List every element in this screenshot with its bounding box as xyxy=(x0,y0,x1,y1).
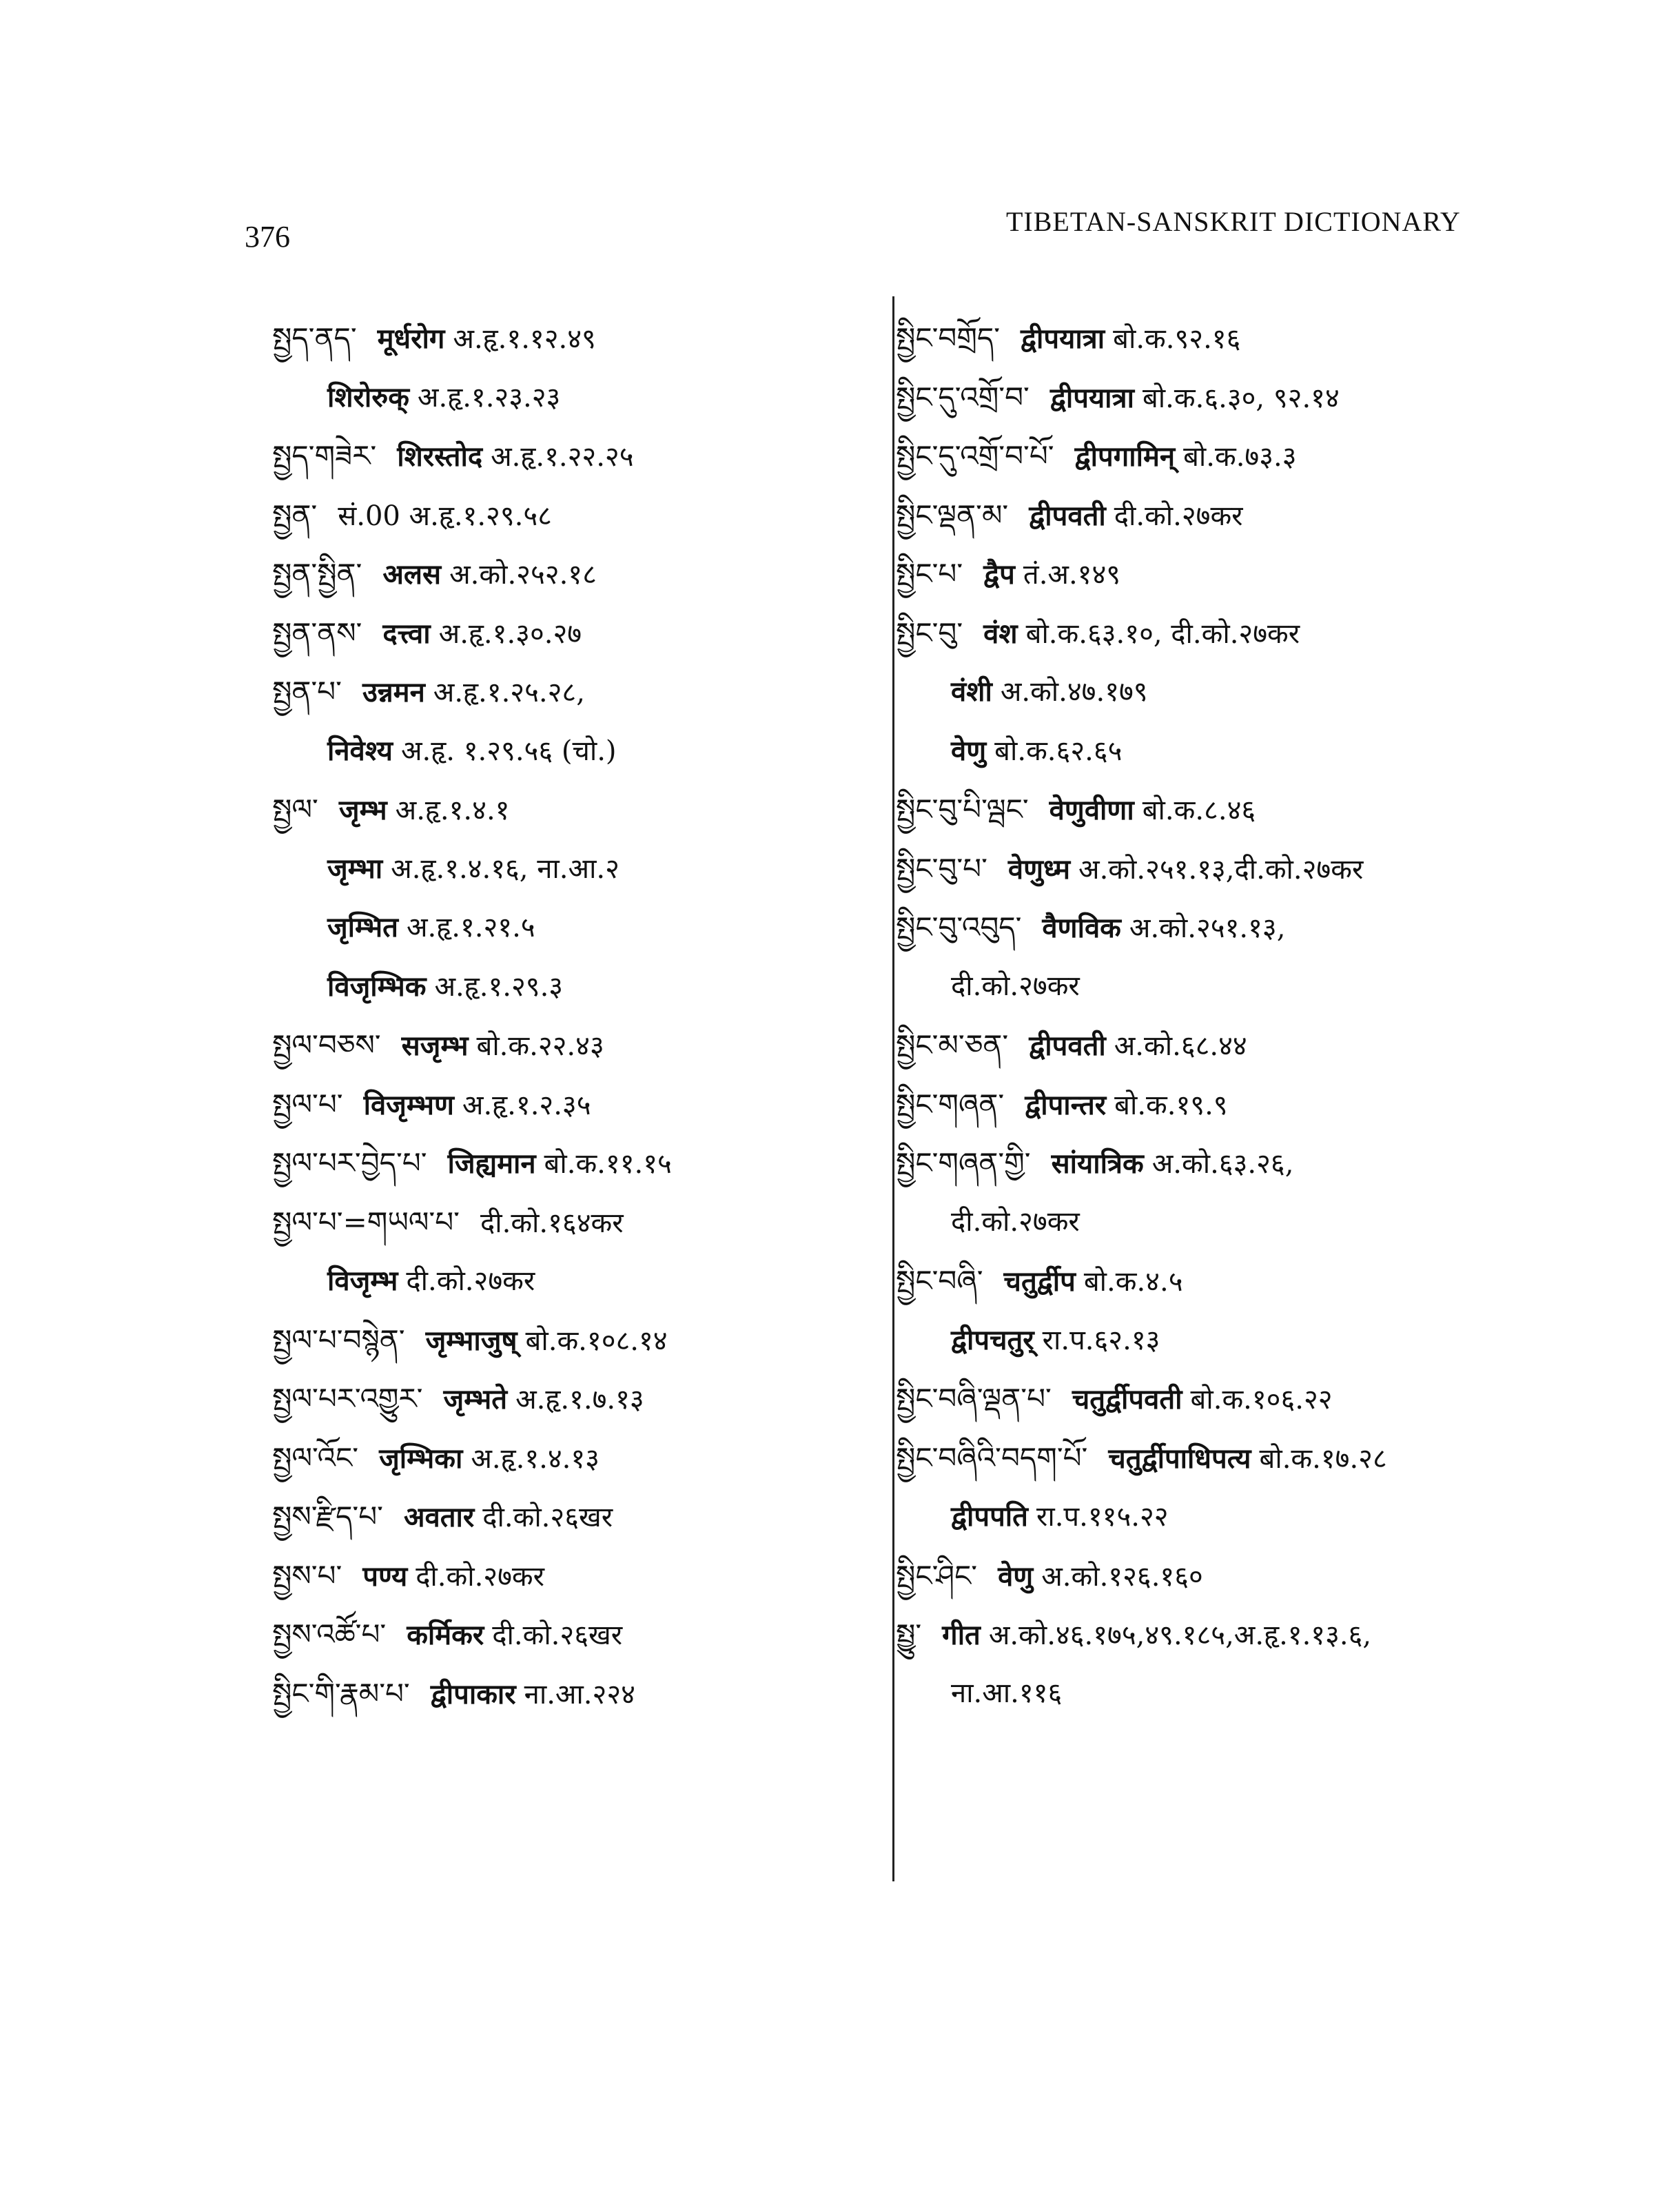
sanskrit-equivalent: उन्नमन xyxy=(362,676,425,708)
source-reference: ना.आ.११६ xyxy=(951,1677,1063,1709)
tibetan-headword: སྤྱལ་འོང་ xyxy=(272,1440,359,1475)
sanskrit-equivalent: द्वीपान्तर xyxy=(1025,1088,1107,1121)
tibetan-headword: སྤྱིང་བུ་འབུད་ xyxy=(896,910,1022,944)
source-reference: बो.क.१०६.२२ xyxy=(1190,1384,1333,1416)
tibetan-headword: སྤྱན་པ་ xyxy=(272,675,342,708)
dictionary-entry xyxy=(272,544,865,604)
sanskrit-equivalent: अलस xyxy=(382,558,442,591)
dictionary-entry xyxy=(896,722,1530,781)
source-reference: बो.क.६२.६५ xyxy=(994,735,1123,767)
dictionary-entry xyxy=(272,1251,865,1311)
dictionary-entry xyxy=(896,898,1530,957)
source-reference: बो.क.९२.१६ xyxy=(1113,323,1241,355)
tibetan-headword: སྤྱིང་བགྲོད་ xyxy=(896,321,1001,355)
dictionary-entry xyxy=(272,309,865,368)
source-reference: अ.हृ.१.३०.२७ xyxy=(438,617,582,650)
sanskrit-equivalent: वेणुध्म xyxy=(1007,852,1071,886)
dictionary-entry xyxy=(272,1134,865,1193)
sanskrit-equivalent: पण्य xyxy=(362,1560,408,1593)
source-reference: दी.को.२६खर xyxy=(482,1502,613,1533)
dictionary-entry xyxy=(896,604,1530,663)
tibetan-headword: སྤྱིང་པ་ xyxy=(896,557,963,591)
source-reference: रा.प.११५.२२ xyxy=(1036,1501,1169,1533)
source-reference: बो.क.४.५ xyxy=(1083,1266,1183,1298)
source-reference: अ.को.४६.१७५,४९.१८५,अ.हृ.१.१३.६, xyxy=(988,1619,1372,1651)
tibetan-headword: སྤྱལ་པར་བྱེད་པ་ xyxy=(272,1146,427,1180)
source-reference: दी.को.२७कर xyxy=(951,970,1080,1002)
dictionary-entry xyxy=(272,1075,865,1134)
tibetan-headword: སྤྱལ་པ་=གཡལ་པ་ xyxy=(272,1205,460,1239)
source-reference: अ.हृ.१.४.१६, ना.आ.२ xyxy=(391,852,619,885)
sanskrit-equivalent: वंश xyxy=(983,617,1018,650)
tibetan-headword: སྤྱལ་བཅས་ xyxy=(272,1028,381,1062)
dictionary-entry xyxy=(896,662,1530,722)
source-reference: दी.को.२७कर xyxy=(416,1560,544,1593)
source-reference: बो.क.७३.३ xyxy=(1183,441,1297,473)
source-reference: दी.को.२७कर xyxy=(951,1205,1080,1238)
dictionary-entry xyxy=(896,839,1530,899)
tibetan-headword: སྤྱིང་གི་རྣམ་པ་ xyxy=(272,1676,410,1710)
source-reference: दी.को.२७कर xyxy=(406,1265,535,1297)
dictionary-entry xyxy=(896,1193,1530,1252)
sanskrit-equivalent: कर्मिकर xyxy=(407,1619,484,1651)
sanskrit-equivalent: जिह्यमान xyxy=(447,1147,536,1180)
source-reference: अ.को.६३.२६, xyxy=(1151,1148,1294,1180)
sanskrit-equivalent: विजृम्भिक xyxy=(327,970,427,1003)
dictionary-entry xyxy=(896,368,1530,427)
sanskrit-equivalent: जृम्भा xyxy=(327,852,383,885)
dictionary-entry xyxy=(896,1429,1530,1488)
dictionary-entry xyxy=(272,898,865,957)
source-reference: बो.क.६३.१०, दी.को.२७कर xyxy=(1025,617,1300,650)
source-reference: अ.हृ.१.१२.४९ xyxy=(453,323,596,355)
dictionary-entry xyxy=(896,1487,1530,1546)
sanskrit-equivalent: जृम्भिका xyxy=(379,1442,463,1475)
sanskrit-equivalent: द्वीपपति xyxy=(951,1500,1028,1533)
tibetan-headword: སྤྱིང་བཞི་ལྡན་པ་ xyxy=(896,1382,1052,1416)
dictionary-entry xyxy=(272,1369,865,1429)
dictionary-entry xyxy=(896,1605,1530,1664)
tibetan-headword: སྤྱིང་བུ་ xyxy=(896,615,963,650)
dictionary-entry xyxy=(896,1311,1530,1370)
tibetan-headword: སྤྱད་གཟེར་ xyxy=(272,439,377,473)
source-reference: अ.हृ.१.७.१३ xyxy=(515,1384,644,1416)
dictionary-entry xyxy=(272,486,865,545)
source-reference: तं.अ.१४९ xyxy=(1023,559,1121,591)
page-number: 376 xyxy=(245,220,290,254)
source-reference: बो.क.१७.२८ xyxy=(1259,1442,1387,1475)
source-reference: अ.हृ.१.४.१३ xyxy=(471,1442,600,1475)
sanskrit-equivalent: द्वीपयात्रा xyxy=(1021,323,1105,355)
sanskrit-equivalent: चतुर्द्वीपवती xyxy=(1072,1383,1182,1416)
sanskrit-equivalent: चतुर्द्वीप xyxy=(1003,1265,1076,1298)
dictionary-entry xyxy=(272,1664,865,1724)
source-reference: दी.को.१६४कर xyxy=(480,1207,624,1239)
source-reference: अ.को.६८.४४ xyxy=(1114,1030,1247,1062)
dictionary-entry xyxy=(896,486,1530,545)
sanskrit-equivalent: जृम्भ xyxy=(338,794,387,826)
source-reference: अ.को.४७.१७९ xyxy=(1000,676,1148,708)
sanskrit-equivalent: द्वीपवती xyxy=(1029,1030,1106,1062)
source-reference: रा.प.६२.१३ xyxy=(1042,1324,1160,1356)
dictionary-entry xyxy=(896,1075,1530,1134)
tibetan-headword: སྤྱས་རྫིད་པ་ xyxy=(272,1500,383,1533)
source-reference: अ.हृ.१.४.१ xyxy=(395,795,510,826)
sanskrit-equivalent: जृम्भाजुष् xyxy=(425,1324,518,1357)
dictionary-entry xyxy=(896,544,1530,604)
tibetan-headword: སྤྱན་སྤྱིན་ xyxy=(272,557,362,591)
dictionary-entry xyxy=(896,309,1530,368)
source-reference: सं.00 अ.हृ.१.२९.५८ xyxy=(338,500,552,532)
sanskrit-equivalent: सांयात्रिक xyxy=(1051,1147,1144,1180)
source-reference: अ.हृ.१.२९.३ xyxy=(434,970,564,1003)
tibetan-headword: སྤྱིང་བུ་པི་ལྦང་ xyxy=(896,793,1029,826)
dictionary-entry xyxy=(272,1487,865,1546)
source-reference: दी.को.२६खर xyxy=(492,1619,623,1651)
tibetan-headword: སྤྱིང་གཞན་གྱི་ xyxy=(896,1146,1031,1180)
tibetan-headword: སྤྱིང་ལྡན་མ་ xyxy=(896,498,1009,532)
tibetan-headword: སྤྱིང་དུ་འགྲོ་བ་པོ་ xyxy=(896,439,1054,473)
source-reference: बो.क.१९.९ xyxy=(1114,1089,1228,1121)
tibetan-headword: སྤྱལ་པར་འགྱུར་ xyxy=(272,1382,423,1416)
source-reference: अ.हृ.१.२५.२८, xyxy=(433,677,585,708)
dictionary-entry xyxy=(896,957,1530,1016)
sanskrit-equivalent: द्वीपयात्रा xyxy=(1049,381,1134,414)
sanskrit-equivalent: विजृम्भण xyxy=(363,1088,454,1121)
dictionary-entry xyxy=(272,1546,865,1606)
dictionary-entry xyxy=(272,604,865,663)
dictionary-entry xyxy=(272,1193,865,1252)
dictionary-entry xyxy=(896,1016,1530,1075)
source-reference: अ.हृ.१.२३.२३ xyxy=(417,381,561,413)
sanskrit-equivalent: अवतार xyxy=(403,1501,475,1533)
source-reference: ना.आ.२२४ xyxy=(524,1678,635,1710)
source-reference: बो.क.११.१५ xyxy=(544,1148,672,1180)
column-divider xyxy=(892,296,894,1881)
sanskrit-equivalent: द्वैप xyxy=(983,558,1015,591)
tibetan-headword: སྤྱལ་པ་ xyxy=(272,1087,343,1121)
left-column xyxy=(272,309,865,1723)
tibetan-headword: སྤྱལ་པ་བསྙེན་ xyxy=(272,1322,405,1357)
source-reference: अ.को.२५१.१३, xyxy=(1129,912,1286,944)
source-reference: बो.क.८.४६ xyxy=(1142,795,1256,826)
source-reference: अ.हृ.१.२१.५ xyxy=(406,912,535,943)
running-head: TIBETAN-SANSKRIT DICTIONARY xyxy=(1006,206,1461,237)
source-reference: अ.को.२५१.१३,दी.को.२७कर xyxy=(1078,853,1364,886)
source-reference: बो.क.६.३०, ९२.१४ xyxy=(1142,382,1340,414)
dictionary-entry xyxy=(272,722,865,781)
dictionary-entry xyxy=(896,1546,1530,1606)
tibetan-headword: སྤྱིང་དུ་འགྲོ་བ་ xyxy=(896,380,1029,414)
source-reference: बो.क.२२.४३ xyxy=(476,1030,604,1062)
sanskrit-equivalent: दत्त्वा xyxy=(382,617,431,650)
dictionary-entry xyxy=(272,1016,865,1075)
dictionary-entry xyxy=(272,780,865,839)
dictionary-entry xyxy=(272,368,865,427)
sanskrit-equivalent: वंशी xyxy=(951,675,992,708)
tibetan-headword: སྤྱིང་བུ་པ་ xyxy=(896,851,987,886)
sanskrit-equivalent: निवेश्य xyxy=(327,734,393,767)
tibetan-headword: སྤྱུ་ xyxy=(896,1617,922,1651)
sanskrit-equivalent: द्वीपवती xyxy=(1029,499,1106,532)
dictionary-entry xyxy=(896,1251,1530,1311)
sanskrit-equivalent: सजृम्भ xyxy=(401,1030,469,1062)
sanskrit-equivalent: चतुर्द्वीपाधिपत्य xyxy=(1108,1442,1251,1475)
tibetan-headword: སྤྱིང་ཤིང་ xyxy=(896,1558,978,1593)
source-reference: दी.को.२७कर xyxy=(1114,500,1243,532)
tibetan-headword: སྤྱིང་བཞི་ xyxy=(896,1264,983,1298)
source-reference: अ.हृ. १.२९.५६ (चो.) xyxy=(401,735,617,767)
dictionary-entry xyxy=(896,1369,1530,1429)
sanskrit-equivalent: द्वीपगामिन् xyxy=(1074,440,1176,473)
tibetan-headword: སྤྱལ་ xyxy=(272,793,318,826)
dictionary-entry xyxy=(896,1134,1530,1193)
source-reference: अ.को.१२६.१६० xyxy=(1041,1560,1203,1593)
sanskrit-equivalent: वेणु xyxy=(998,1560,1034,1593)
source-reference: अ.हृ.१.२.३५ xyxy=(462,1089,591,1121)
dictionary-entry xyxy=(272,957,865,1016)
dictionary-entry xyxy=(272,1429,865,1488)
source-reference: अ.हृ.१.२२.२५ xyxy=(491,441,634,473)
sanskrit-equivalent: द्वीपचतुर् xyxy=(951,1323,1034,1356)
tibetan-headword: སྤྱན་ xyxy=(272,498,318,532)
dictionary-entry xyxy=(896,427,1530,486)
dictionary-entry xyxy=(272,427,865,486)
tibetan-headword: སྤྱད་ནད་ xyxy=(272,321,357,355)
sanskrit-equivalent: गीत xyxy=(942,1619,981,1651)
tibetan-headword: སྤྱིང་གཞན་ xyxy=(896,1087,1005,1121)
tibetan-headword: སྤྱིང་བཞིའི་བདག་པོ་ xyxy=(896,1440,1088,1475)
dictionary-entry xyxy=(272,662,865,722)
sanskrit-equivalent: वेणु xyxy=(951,734,987,767)
tibetan-headword: སྤྱས་འཚོ་པ་ xyxy=(272,1617,387,1651)
source-reference: बो.क.१०८.१४ xyxy=(525,1325,668,1357)
dictionary-entry xyxy=(272,1311,865,1370)
sanskrit-equivalent: जृम्भते xyxy=(443,1383,508,1416)
sanskrit-equivalent: मूर्धरोग xyxy=(377,323,445,355)
sanskrit-equivalent: द्वीपाकार xyxy=(430,1677,516,1710)
sanskrit-equivalent: जृम्भित xyxy=(327,911,398,943)
dictionary-entry xyxy=(896,1664,1530,1724)
source-reference: अ.को.२५२.१८ xyxy=(449,559,597,591)
dictionary-entry xyxy=(272,1605,865,1664)
sanskrit-equivalent: शिरोरुक् xyxy=(327,380,409,413)
dictionary-entry xyxy=(272,839,865,899)
sanskrit-equivalent: विजृम्भ xyxy=(327,1265,398,1297)
sanskrit-equivalent: वेणुवीणा xyxy=(1049,794,1134,826)
right-column xyxy=(896,309,1530,1723)
tibetan-headword: སྤྱན་ནས་ xyxy=(272,615,362,650)
sanskrit-equivalent: वैणविक xyxy=(1042,912,1121,944)
dictionary-entry xyxy=(896,780,1530,839)
tibetan-headword: སྤྱིང་མ་ཅན་ xyxy=(896,1028,1009,1062)
sanskrit-equivalent: शिरस्तोद xyxy=(397,440,483,473)
tibetan-headword: སྤྱས་པ་ xyxy=(272,1558,342,1593)
